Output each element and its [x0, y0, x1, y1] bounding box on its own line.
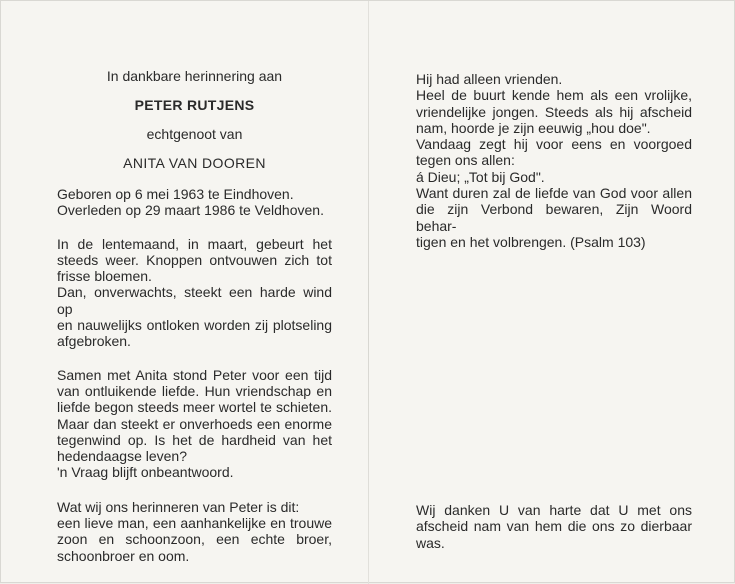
- center-fold: [368, 1, 369, 584]
- text-line: die zijn Verbond bewaren, Zijn Woord behar-: [416, 201, 692, 234]
- text-line: In de lentemaand, in maart, gebeurt het: [57, 235, 332, 252]
- text-line: was.: [416, 534, 445, 551]
- text-line: Heel de buurt kende hem als een vrolijke,: [416, 87, 692, 104]
- death-line: Overleden op 29 maart 1986 te Veldhoven.: [57, 202, 324, 219]
- text-line: Want duren zal de liefde van God voor allen: [416, 185, 692, 202]
- paragraph-spring: [57, 236, 332, 350]
- birth-line: Geboren op 6 mei 1963 te Eindhoven.: [57, 186, 294, 202]
- text-line: tegen ons allen:: [416, 152, 515, 169]
- paragraph-love: [57, 367, 332, 481]
- text-line: Maar dan steekt er onverhoeds een enorme: [57, 415, 332, 432]
- text-line: zoon en schoonzoon, een echte broer,: [57, 531, 332, 548]
- text-line: schoonbroer en oom.: [57, 547, 190, 564]
- paragraph-memories: [57, 499, 332, 564]
- text-line: vriendelijke jongen. Steeds als hij afscheid: [416, 103, 692, 120]
- left-panel: [57, 68, 332, 564]
- spouse-name: ANITA VAN DOOREN: [123, 155, 266, 171]
- text-line: á Dieu; „Tot bij God".: [416, 168, 545, 185]
- text-line: tigen en het volbrengen. (Psalm 103): [416, 233, 646, 250]
- text-line: liefde begon steeds meer wortel te schieten.: [57, 399, 332, 416]
- paragraph-friends: [416, 71, 692, 250]
- text-line: tegenwind op. Is het de hardheid van het: [57, 431, 332, 448]
- text-line: Wij danken U van harte dat U met ons: [416, 502, 692, 518]
- text-line: frisse bloemen.: [57, 268, 152, 285]
- text-line: 'n Vraag blijft onbeantwoord.: [57, 464, 234, 481]
- thanks-paragraph: [416, 502, 692, 551]
- text-line: steeds weer. Knoppen ontvouwen zich tot: [57, 251, 332, 268]
- text-line: van ontluikende liefde. Hun vriendschap en: [57, 382, 332, 399]
- dates-block: [57, 186, 332, 219]
- memorial-header: In dankbare herinnering aan: [106, 68, 283, 84]
- text-line: afgebroken.: [57, 333, 131, 350]
- text-line: Hij had alleen vrienden.: [416, 71, 563, 87]
- deceased-name: PETER RUTJENS: [134, 97, 255, 113]
- text-line: nam, hoorde je zijn eeuwig „hou doe".: [416, 119, 651, 136]
- right-panel: [416, 71, 692, 250]
- text-line: Wat wij ons herinneren van Peter is dit:: [57, 498, 300, 515]
- text-line: Vandaag zegt hij voor eens en voorgoed: [416, 136, 692, 153]
- text-line: Samen met Anita stond Peter voor een tijd: [57, 366, 332, 383]
- text-line: afscheid nam van hem die ons zo dierbaar: [416, 518, 692, 535]
- text-line: Dan, onverwachts, steekt een harde wind op: [57, 284, 332, 317]
- text-line: en nauwelijks ontloken worden zij plotseling: [57, 317, 332, 334]
- text-line: hedendaagse leven?: [57, 448, 188, 465]
- spouse-label: echtgenoot van: [146, 126, 243, 142]
- text-line: een lieve man, een aanhankelijke en trouwe: [57, 515, 332, 532]
